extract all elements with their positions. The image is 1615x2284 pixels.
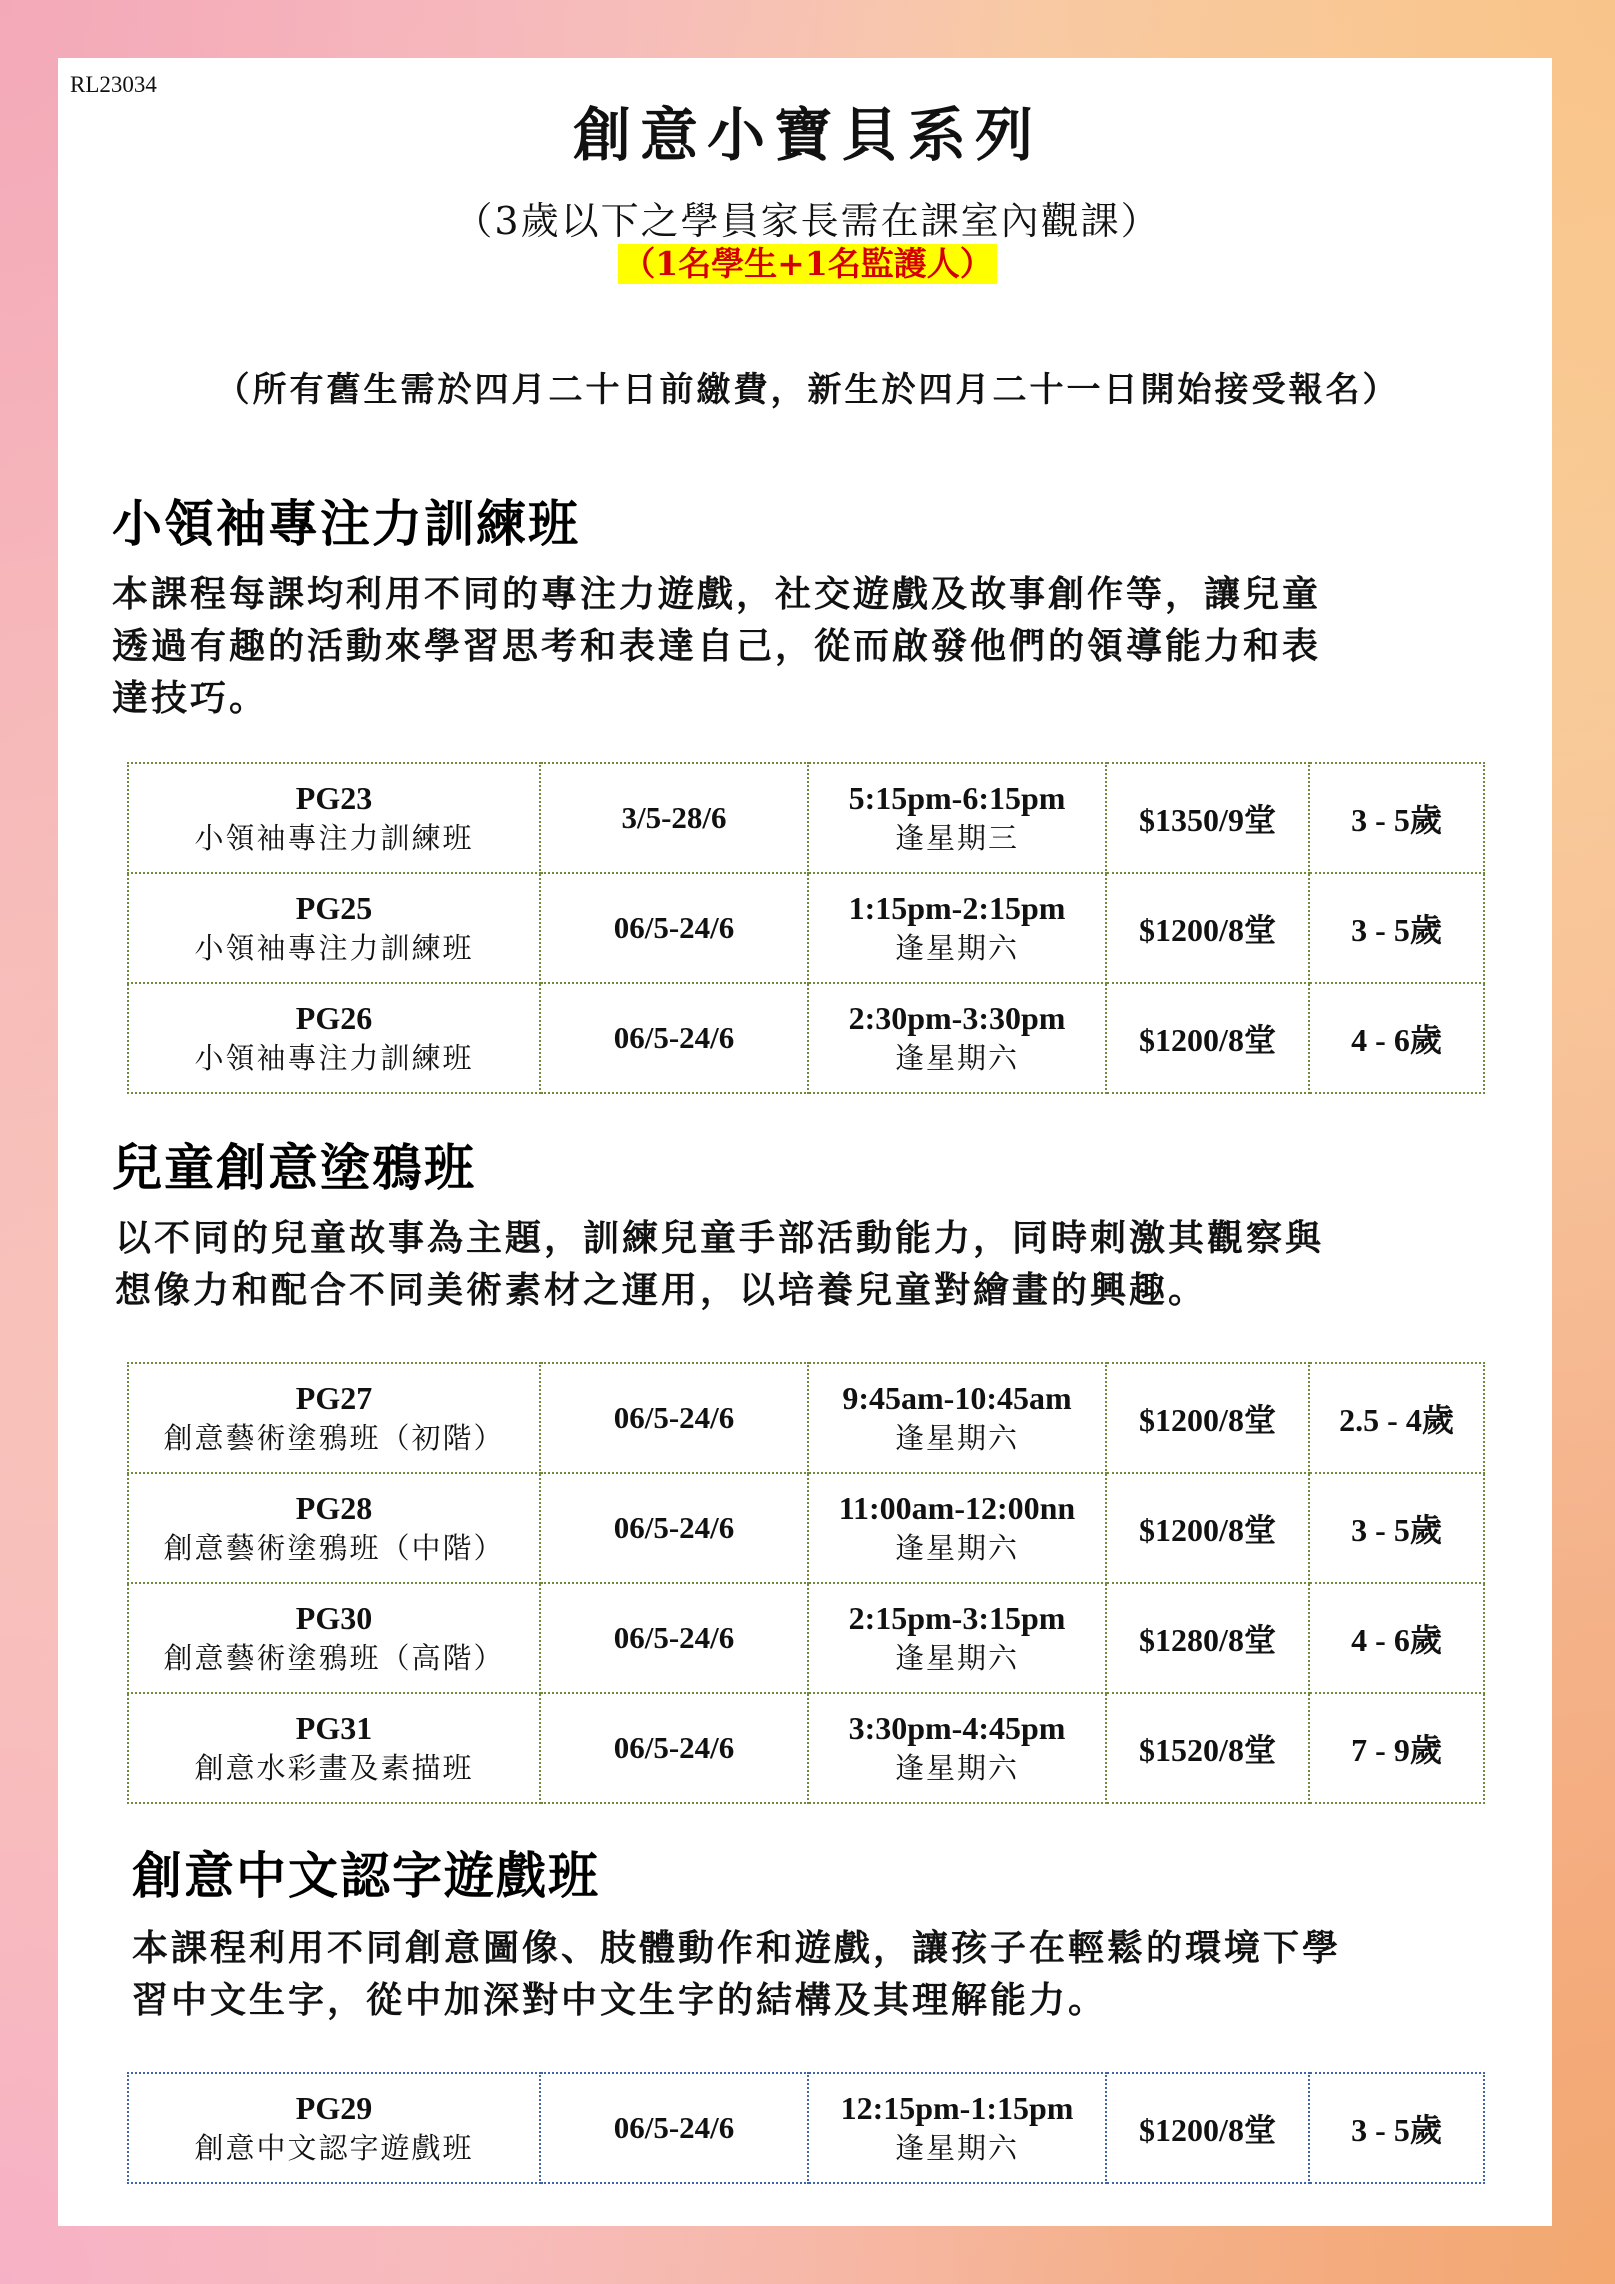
course-age: 2.5 - 4歲 bbox=[1309, 1363, 1484, 1473]
course-code: PG30 bbox=[295, 1600, 373, 1636]
desc-line: 達技巧。 bbox=[112, 677, 269, 719]
desc-line: 習中文生字，從中加深對中文生字的結構及其理解能力。 bbox=[132, 1979, 1108, 2021]
course-dates: 3/5-28/6 bbox=[540, 763, 808, 873]
course-name-cell bbox=[128, 1363, 540, 1473]
course-name: 創意中文認字遊戲班 bbox=[194, 2131, 474, 2165]
course-fee: $1280/8堂 bbox=[1106, 1583, 1309, 1693]
desc-line: 本課程利用不同創意圖像、肢體動作和遊戲，讓孩子在輕鬆的環境下學 bbox=[132, 1927, 1342, 1969]
course-code: PG27 bbox=[295, 1380, 373, 1416]
course-dates: 06/5-24/6 bbox=[540, 1363, 808, 1473]
section-heading-doodle: 兒童創意塗鴉班 bbox=[112, 1139, 476, 1197]
page-title: 創意小寶貝系列 bbox=[572, 101, 1042, 169]
section-heading-leadership: 小領袖專注力訓練班 bbox=[112, 495, 580, 553]
section-heading-chinese: 創意中文認字遊戲班 bbox=[132, 1847, 600, 1905]
course-time: 9:45am-10:45am bbox=[842, 1380, 1072, 1416]
document-code: RL23034 bbox=[70, 72, 157, 97]
course-name: 創意水彩畫及素描班 bbox=[194, 1751, 474, 1785]
course-day: 逢星期六 bbox=[894, 1041, 1019, 1075]
section-desc-doodle bbox=[115, 1212, 1324, 1316]
course-code: PG23 bbox=[295, 780, 373, 816]
course-name-cell bbox=[128, 873, 540, 983]
course-age: 3 - 5歲 bbox=[1309, 1473, 1484, 1583]
course-time-cell bbox=[808, 2073, 1106, 2183]
enrolment-notice: （所有舊生需於四月二十日前繳費，新生於四月二十一日開始接受報名） bbox=[215, 370, 1400, 410]
course-name: 小領袖專注力訓練班 bbox=[194, 821, 474, 855]
course-time-cell bbox=[808, 983, 1106, 1093]
desc-line: 本課程每課均利用不同的專注力遊戲，社交遊戲及故事創作等，讓兒童 bbox=[112, 573, 1322, 615]
subtitle-parent-note: （3歲以下之學員家長需在課室內觀課） bbox=[454, 199, 1161, 243]
course-age: 3 - 5歲 bbox=[1309, 763, 1484, 873]
table-row bbox=[128, 983, 1484, 1093]
course-day: 逢星期三 bbox=[894, 821, 1019, 855]
course-code: PG31 bbox=[295, 1710, 373, 1746]
course-age: 7 - 9歲 bbox=[1309, 1693, 1484, 1803]
course-name: 創意藝術塗鴉班（高階） bbox=[163, 1641, 505, 1675]
course-time-cell bbox=[808, 1583, 1106, 1693]
course-age: 3 - 5歲 bbox=[1309, 873, 1484, 983]
course-dates: 06/5-24/6 bbox=[540, 1693, 808, 1803]
table-row bbox=[128, 1363, 1484, 1473]
course-table-doodle bbox=[127, 1362, 1485, 1804]
course-age: 4 - 6歲 bbox=[1309, 1583, 1484, 1693]
subtitle-highlight: （1名學生+1名監護人） bbox=[618, 244, 997, 284]
course-fee: $1200/8堂 bbox=[1106, 1363, 1309, 1473]
course-fee: $1200/8堂 bbox=[1106, 873, 1309, 983]
course-day: 逢星期六 bbox=[894, 931, 1019, 965]
course-name-cell bbox=[128, 763, 540, 873]
course-name: 小領袖專注力訓練班 bbox=[194, 1041, 474, 1075]
course-time: 2:30pm-3:30pm bbox=[848, 1000, 1066, 1036]
desc-line: 透過有趣的活動來學習思考和表達自己，從而啟發他們的領導能力和表 bbox=[112, 625, 1322, 667]
course-time-cell bbox=[808, 1473, 1106, 1583]
course-day: 逢星期六 bbox=[894, 1641, 1019, 1675]
course-day: 逢星期六 bbox=[894, 1531, 1019, 1565]
course-fee: $1200/8堂 bbox=[1106, 983, 1309, 1093]
course-code: PG29 bbox=[295, 2090, 373, 2126]
course-age: 4 - 6歲 bbox=[1309, 983, 1484, 1093]
course-name: 創意藝術塗鴉班（中階） bbox=[163, 1531, 505, 1565]
course-time-cell bbox=[808, 1363, 1106, 1473]
course-code: PG26 bbox=[295, 1000, 373, 1036]
course-time: 5:15pm-6:15pm bbox=[848, 780, 1066, 816]
course-time: 2:15pm-3:15pm bbox=[848, 1600, 1066, 1636]
course-name: 創意藝術塗鴉班（初階） bbox=[163, 1421, 505, 1455]
table-row bbox=[128, 1693, 1484, 1803]
desc-line: 想像力和配合不同美術素材之運用，以培養兒童對繪畫的興趣。 bbox=[115, 1269, 1208, 1311]
course-name-cell bbox=[128, 1473, 540, 1583]
course-name: 小領袖專注力訓練班 bbox=[194, 931, 474, 965]
course-fee: $1200/8堂 bbox=[1106, 2073, 1309, 2183]
course-time: 1:15pm-2:15pm bbox=[848, 890, 1066, 926]
course-time-cell bbox=[808, 763, 1106, 873]
course-table-chinese bbox=[127, 2072, 1485, 2184]
course-name-cell bbox=[128, 983, 540, 1093]
table-row bbox=[128, 1473, 1484, 1583]
course-day: 逢星期六 bbox=[894, 2131, 1019, 2165]
course-fee: $1200/8堂 bbox=[1106, 1473, 1309, 1583]
course-time: 11:00am-12:00nn bbox=[838, 1490, 1076, 1526]
table-row bbox=[128, 2073, 1484, 2183]
course-code: PG25 bbox=[295, 890, 373, 926]
course-time: 3:30pm-4:45pm bbox=[848, 1710, 1066, 1746]
course-time-cell bbox=[808, 1693, 1106, 1803]
desc-line: 以不同的兒童故事為主題，訓練兒童手部活動能力，同時刺激其觀察與 bbox=[115, 1217, 1325, 1259]
course-fee: $1520/8堂 bbox=[1106, 1693, 1309, 1803]
section-desc-leadership bbox=[112, 568, 1321, 724]
table-row bbox=[128, 873, 1484, 983]
section-desc-chinese bbox=[132, 1922, 1341, 2026]
course-day: 逢星期六 bbox=[894, 1421, 1019, 1455]
table-row bbox=[128, 763, 1484, 873]
course-age: 3 - 5歲 bbox=[1309, 2073, 1484, 2183]
course-name-cell bbox=[128, 2073, 540, 2183]
course-fee: $1350/9堂 bbox=[1106, 763, 1309, 873]
course-name-cell bbox=[128, 1583, 540, 1693]
table-row bbox=[128, 1583, 1484, 1693]
course-dates: 06/5-24/6 bbox=[540, 983, 808, 1093]
course-table-leadership bbox=[127, 762, 1485, 1094]
course-time-cell bbox=[808, 873, 1106, 983]
course-name-cell bbox=[128, 1693, 540, 1803]
subtitle-highlight-wrap bbox=[0, 244, 1615, 284]
course-day: 逢星期六 bbox=[894, 1751, 1019, 1785]
course-dates: 06/5-24/6 bbox=[540, 2073, 808, 2183]
course-code: PG28 bbox=[295, 1490, 373, 1526]
course-dates: 06/5-24/6 bbox=[540, 1473, 808, 1583]
course-time: 12:15pm-1:15pm bbox=[840, 2090, 1074, 2126]
course-dates: 06/5-24/6 bbox=[540, 1583, 808, 1693]
course-dates: 06/5-24/6 bbox=[540, 873, 808, 983]
